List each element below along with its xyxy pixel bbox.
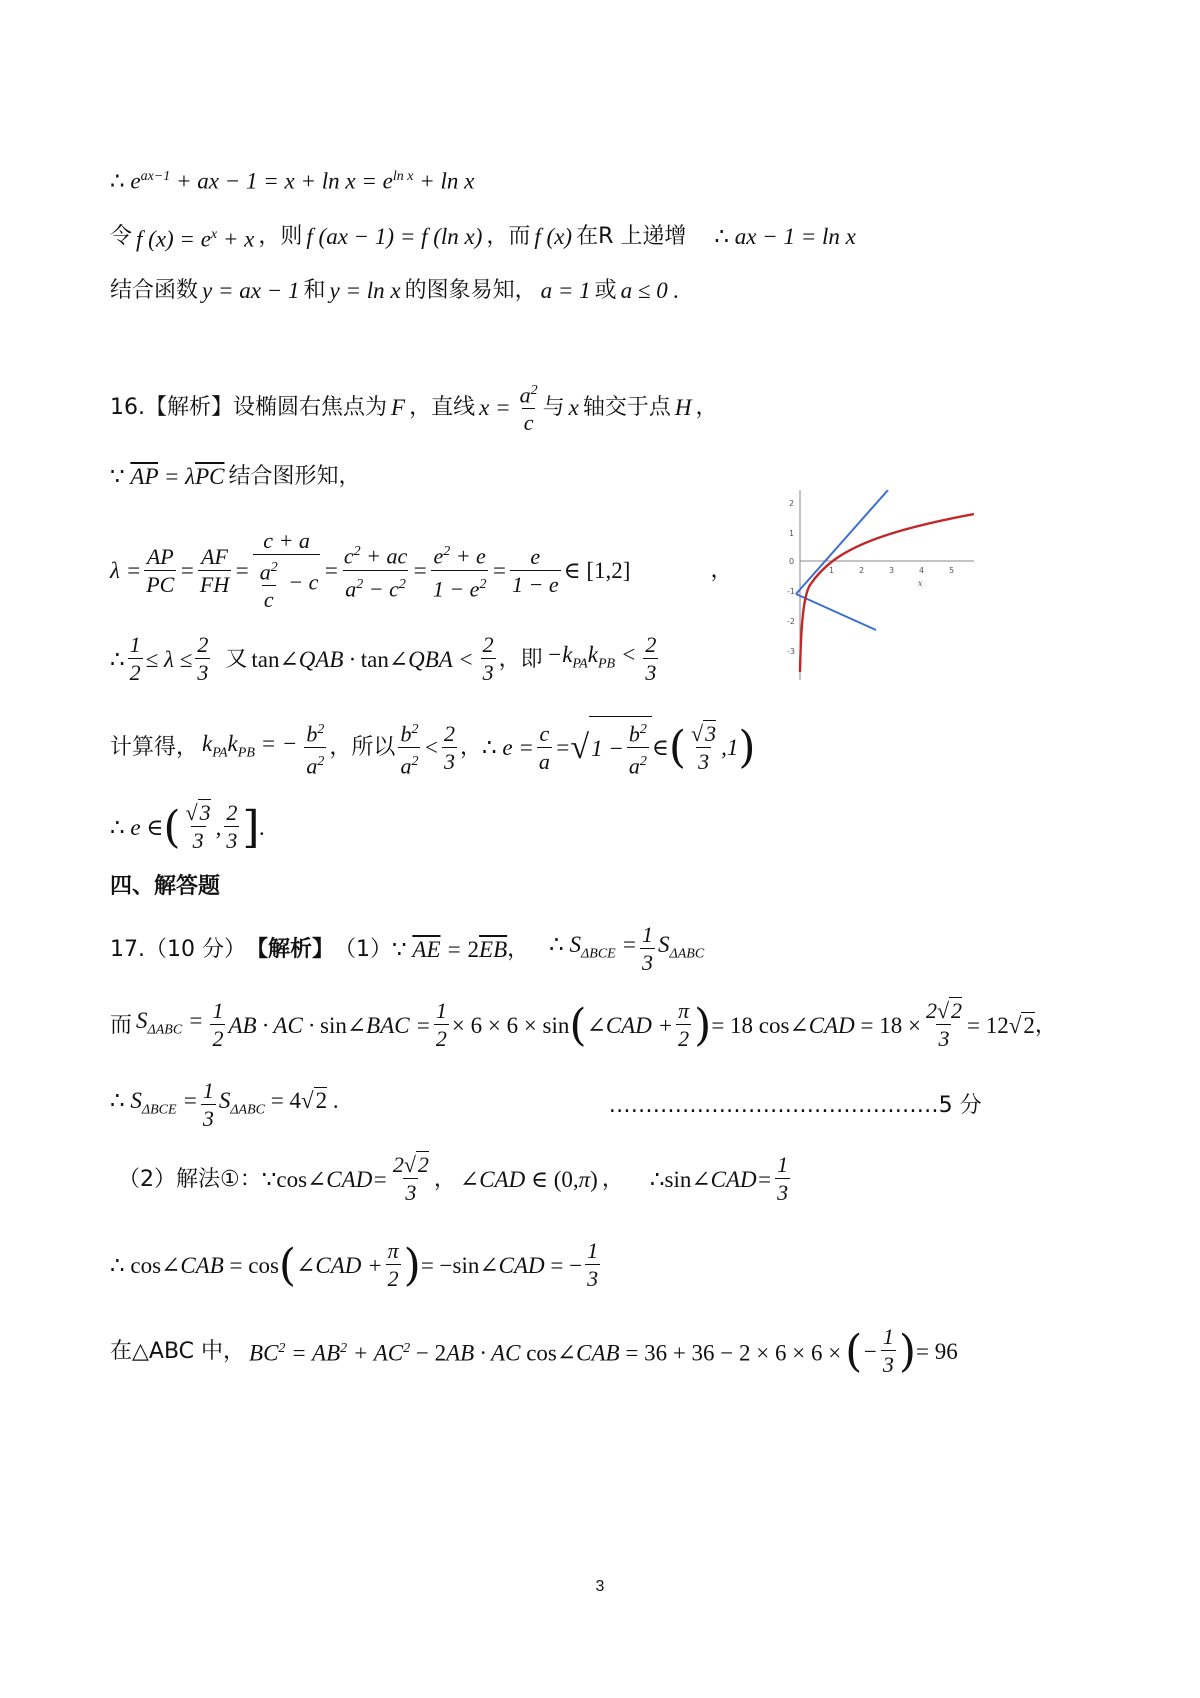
line-lambda: λ = $\frac{AP}{PC}$ = $\frac{AF}{FH}$ = c + a $\frac{a^2}{c}$ − c = $\frac{c^2 + ac}{a^2 - c^2}$ = $\frac{e^2 + e}{1 - e^2}$ = $\frac{e}{1 - e}$ ∈ [1,2] ， xyxy=(110,528,733,613)
x-tick-label: 4 xyxy=(919,566,925,575)
page-number: 3 xyxy=(595,1578,605,1595)
y-tick-label: -1 xyxy=(787,587,795,596)
x-tick-label: 2 xyxy=(859,566,865,575)
line-combine-graph: 结合函数 y = ax − 1 和 y = ln x 的图象易知， a = 1 或 a ≤ 0 . xyxy=(110,278,680,303)
y-tick-label: 2 xyxy=(789,499,795,508)
q16-header: 16. 【解析】 设椭圆右焦点为 F ，直线 x = $\frac{a^2}{c}$ 与 x 轴交于点 H ， xyxy=(110,382,718,436)
line-area-abc: 而 $S_{\Delta ABC}$ = $\frac{1}{2}$ AB · AC · sin∠BAC = $\frac{1}{2}$ × 6 × 6 × sin ( ∠CAD + $\frac{\pi}{2}$ ) = 18 cos∠CAD = 18 × $\frac{2√2}{3}$ = 12√2 ， xyxy=(110,998,1057,1051)
y-tick-label: -3 xyxy=(787,647,795,656)
x-axis-label: x xyxy=(918,579,923,588)
section-heading-answers: 四、解答题 xyxy=(110,874,221,899)
q17-header: 17.（10 分） 【解析】 （1） ∵ $\overline{AE} = 2\overline{EB}$ ， ∴ $S_{\Delta BCE}$ = $\frac{1}{3}$ $S_{\Delta ABC}$ xyxy=(110,922,705,975)
x-tick-label: 1 xyxy=(829,566,835,575)
line-define-f: 令 f $(x) = e^x + x$ ，则 f (ax − 1) = f (ln x) ，而 f (x) 在R 上递增 ∴ ax − 1 = ln x xyxy=(110,224,856,252)
line-vector: ∵ $\overline{AP} = \lambda\overline{PC}$ 结合图形知， xyxy=(110,464,361,489)
ln-graph xyxy=(784,490,974,680)
x-tick-label: 3 xyxy=(889,566,895,575)
ln-curve xyxy=(800,514,974,672)
y-tick-label: 0 xyxy=(789,557,795,566)
line-bc-squared: 在△ABC 中， $BC^2 = AB^2 + AC^2 - 2AB$ · AC cos∠CAB = 36 + 36 − 2 × 6 × 6 × ( − $\frac{1}{3}$ ) = 96 xyxy=(110,1324,958,1377)
y-tick-label: 1 xyxy=(789,529,795,538)
tangent-line xyxy=(796,490,888,594)
line-e-range: ∴ e ∈ ( $\frac{√3}{3}$ , $\frac{2}{3}$ ] . xyxy=(110,800,266,853)
line-exp-identity: ∴ $e^{ax-1}$ + ax − $1 = x + \ln x = e^{ln x} + \ln x$ xyxy=(110,168,475,194)
line-lambda-range: ∴ $\frac{1}{2}$ ≤ λ ≤ $\frac{2}{3}$ 又 tan∠QAB · tan∠QBA < $\frac{2}{3}$ ，即 $-k_{PA}k_{PB}$ < $\frac{2}{3}$ xyxy=(110,632,657,685)
line-cos-cab: ∴ cos∠CAB = cos ( ∠CAD + $\frac{\pi}{2}$ ) = −sin∠CAD = − $\frac{1}{3}$ xyxy=(110,1238,599,1291)
x-tick-label: 5 xyxy=(949,566,955,575)
y-tick-label: -2 xyxy=(787,617,795,626)
line-part2: （2）解法①： ∵cos∠CAD= $\frac{2√2}{3}$ ， ∠CAD ∈ (0,π) ， ∴sin∠CAD= $\frac{1}{3}$ xyxy=(118,1152,789,1205)
line-area-bce: ∴ $S_{\Delta BCE}$ = $\frac{1}{3}$ $S_{\Delta ABC} = 4√2$ . ………………………………………5 分 xyxy=(110,1078,982,1131)
line-compute-e: 计算得， $k_{PA}k_{PB}$ = − $\frac{b^2}{a^2}$ ，所以 $\frac{b^2}{a^2}$ < $\frac{2}{3}$ ， ∴ e = $\frac{c}{a}$ = √ 1 − $\frac{b^2}{a^2}$ ∈ ( $\frac{√3}{3}$ ,1 ) xyxy=(110,716,756,781)
secant-line xyxy=(796,594,876,630)
